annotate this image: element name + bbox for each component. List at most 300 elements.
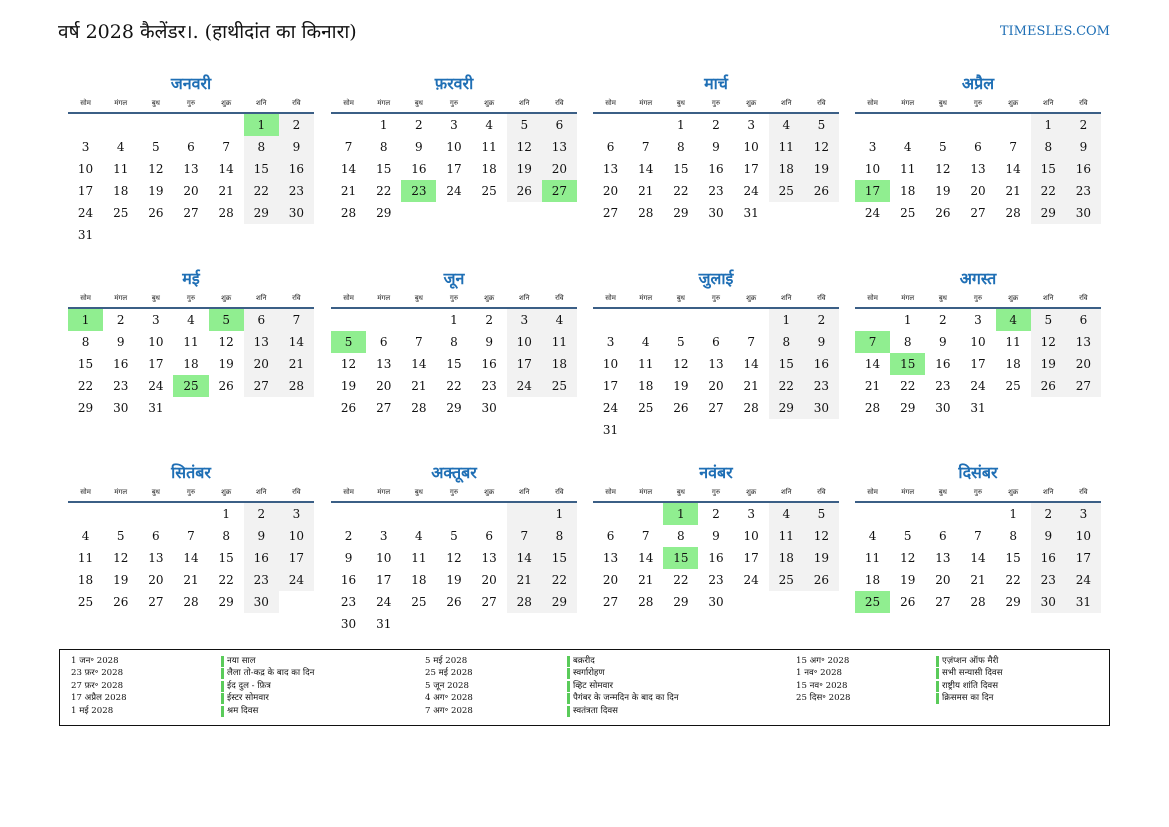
holiday-marker (221, 693, 224, 704)
month-1 (68, 73, 314, 246)
day-cell: 4 (542, 309, 577, 331)
month-name: अप्रैल (961, 74, 995, 93)
day-cell: 3 (152, 313, 160, 327)
day-cell: 15 (244, 158, 279, 180)
holiday-name: सभी सन्यासी दिवस (942, 668, 1003, 679)
holiday-date: 25 मई 2028 (425, 668, 473, 679)
empty-cell (173, 114, 208, 136)
day-cell: 20 (935, 573, 951, 587)
empty-cell (593, 114, 628, 136)
day-cell: 5 (804, 114, 839, 136)
day-cell: 21 (507, 569, 542, 591)
day-cell: 12 (804, 525, 839, 547)
day-cell: 29 (1031, 202, 1066, 224)
day-cell: 17 (507, 353, 542, 375)
empty-cell (68, 503, 103, 525)
weekday-header (331, 484, 577, 500)
day-cell: 21 (183, 573, 199, 587)
day-cell: 1 (769, 309, 804, 331)
weekday-label: मंगल (114, 294, 128, 302)
day-cell: 7 (507, 525, 542, 547)
day-cell: 8 (903, 335, 912, 349)
day-cell: 4 (641, 335, 650, 349)
day-cell: 31 (602, 423, 619, 437)
holiday-marker (221, 706, 224, 717)
empty-cell (401, 309, 436, 331)
day-cell: 3 (379, 529, 388, 543)
day-cell: 19 (804, 158, 839, 180)
empty-cell (138, 114, 173, 136)
weekday-label: शुक्र (484, 99, 495, 107)
day-cell: 17 (376, 573, 392, 587)
day-cell: 7 (187, 529, 195, 543)
day-cell: 19 (507, 158, 542, 180)
day-cell: 9 (712, 529, 720, 543)
day-cell: 24 (743, 573, 759, 587)
holiday-name: पैगंबर के जन्मदिन के बाद का दिन (573, 693, 679, 704)
empty-cell (507, 503, 542, 525)
weekday-label: गुरु (186, 294, 196, 302)
day-cell: 4 (769, 114, 804, 136)
day-cell: 23 (481, 379, 497, 393)
holiday-marker (221, 681, 224, 692)
day-grid (68, 503, 314, 613)
weekday-label: शनि (781, 488, 792, 496)
weekday-label: मंगल (639, 99, 653, 107)
weekday-label: शुक्र (1008, 294, 1019, 302)
weekday-label: शुक्र (746, 99, 757, 107)
day-cell: 9 (279, 136, 314, 158)
day-cell: 11 (183, 335, 199, 349)
holiday-marker (936, 668, 939, 679)
day-cell: 19 (1031, 353, 1066, 375)
day-cell: 8 (1009, 529, 1017, 543)
day-cell: 26 (673, 401, 689, 415)
month-name: फ़रवरी (434, 74, 474, 93)
day-cell: 10 (743, 140, 759, 154)
day-cell: 1 (379, 118, 388, 132)
holiday-name: राष्ट्रीय शांति दिवस (942, 680, 999, 691)
empty-cell (996, 114, 1031, 136)
holiday-row (71, 655, 314, 667)
weekday-label: शनि (256, 294, 267, 302)
day-cell: 29 (542, 591, 577, 613)
weekday-label: शनि (519, 99, 530, 107)
day-cell: 9 (1066, 136, 1101, 158)
day-cell: 3 (450, 118, 458, 132)
day-cell: 19 (148, 184, 164, 198)
weekday-label: गुरु (711, 294, 721, 302)
empty-cell (855, 503, 890, 525)
month-8 (855, 268, 1101, 419)
day-cell: 6 (485, 529, 493, 543)
day-cell: 24 (446, 184, 462, 198)
holiday-list (59, 649, 1110, 726)
weekday-header (855, 290, 1101, 306)
day-cell-holiday: 27 (542, 180, 577, 202)
day-cell: 23 (1031, 569, 1066, 591)
day-cell: 12 (218, 335, 234, 349)
weekday-label: सोम (605, 294, 616, 302)
holiday-row (71, 680, 314, 692)
weekday-header (68, 95, 314, 111)
weekday-label: मंगल (377, 99, 391, 107)
day-cell: 16 (804, 353, 839, 375)
holiday-date: 25 दिस॰ 2028 (796, 693, 851, 704)
empty-cell (331, 309, 366, 331)
weekday-label: मंगल (639, 488, 653, 496)
day-cell: 28 (970, 595, 986, 609)
day-cell: 15 (1031, 158, 1066, 180)
day-cell: 4 (868, 529, 877, 543)
empty-cell (173, 503, 208, 525)
weekday-label: बुध (414, 99, 423, 107)
holiday-row (425, 680, 679, 692)
day-cell-holiday: 25 (855, 591, 890, 613)
day-cell: 29 (446, 401, 462, 415)
day-cell: 20 (602, 184, 619, 198)
day-cell: 16 (411, 162, 427, 176)
day-cell: 12 (507, 136, 542, 158)
weekday-header (68, 290, 314, 306)
empty-cell (103, 503, 138, 525)
day-cell: 28 (638, 206, 654, 220)
weekday-label: शुक्र (746, 294, 757, 302)
holiday-name: ईस्टर सोमवार (227, 693, 269, 704)
day-cell: 17 (970, 357, 986, 371)
weekday-label: बुध (938, 99, 947, 107)
day-cell: 22 (769, 375, 804, 397)
month-name: जून (443, 269, 465, 288)
day-cell: 9 (804, 331, 839, 353)
day-cell: 23 (244, 569, 279, 591)
day-cell: 16 (481, 357, 497, 371)
day-cell: 23 (804, 375, 839, 397)
day-cell: 9 (344, 551, 353, 565)
day-cell: 16 (279, 158, 314, 180)
day-cell: 15 (542, 547, 577, 569)
day-cell: 10 (743, 529, 759, 543)
day-cell: 28 (218, 206, 234, 220)
holiday-row (71, 692, 314, 704)
empty-cell (628, 503, 663, 525)
day-cell: 16 (1031, 547, 1066, 569)
weekday-label: रवि (292, 294, 301, 302)
day-cell: 19 (673, 379, 689, 393)
day-cell: 27 (376, 401, 392, 415)
day-cell: 25 (542, 375, 577, 397)
day-cell: 7 (641, 140, 650, 154)
day-cell: 10 (279, 525, 314, 547)
day-cell: 10 (376, 551, 392, 565)
day-cell: 12 (900, 551, 916, 565)
day-cell: 10 (507, 331, 542, 353)
day-cell: 14 (864, 357, 881, 371)
weekday-label: गुरु (449, 294, 459, 302)
day-cell: 4 (903, 140, 912, 154)
day-cell: 24 (602, 401, 619, 415)
empty-cell (209, 114, 244, 136)
day-cell: 9 (712, 140, 720, 154)
day-cell: 19 (446, 573, 462, 587)
day-cell: 14 (218, 162, 234, 176)
empty-cell (960, 503, 995, 525)
day-cell: 2 (1066, 114, 1101, 136)
day-cell: 5 (1031, 309, 1066, 331)
day-cell-holiday: 17 (855, 180, 890, 202)
day-cell: 26 (1031, 375, 1066, 397)
day-cell: 1 (1009, 507, 1017, 521)
empty-cell (401, 503, 436, 525)
month-name: अक्तूबर (431, 463, 477, 482)
day-cell: 16 (708, 551, 724, 565)
holiday-date: 4 अग॰ 2028 (425, 693, 473, 704)
day-cell: 21 (970, 573, 986, 587)
day-cell: 22 (77, 379, 94, 393)
day-cell: 22 (446, 379, 462, 393)
day-cell: 12 (340, 357, 357, 371)
day-cell: 7 (641, 529, 650, 543)
holiday-row (71, 667, 314, 679)
day-cell: 21 (864, 379, 881, 393)
day-cell: 16 (244, 547, 279, 569)
holiday-marker (936, 693, 939, 704)
day-cell: 7 (222, 140, 230, 154)
holiday-date: 27 फ़र॰ 2028 (71, 680, 124, 691)
day-cell: 17 (148, 357, 164, 371)
day-cell: 18 (769, 547, 804, 569)
day-cell: 21 (638, 573, 654, 587)
day-cell: 2 (939, 313, 947, 327)
day-cell: 6 (606, 529, 615, 543)
weekday-label: बुध (414, 488, 423, 496)
day-cell: 4 (769, 503, 804, 525)
day-cell: 6 (187, 140, 195, 154)
holiday-marker (936, 656, 939, 667)
day-cell: 20 (481, 573, 497, 587)
day-cell: 17 (743, 551, 759, 565)
day-cell: 23 (279, 180, 314, 202)
holiday-marker (567, 693, 570, 704)
day-cell: 7 (747, 335, 755, 349)
day-cell: 12 (804, 136, 839, 158)
day-grid (331, 503, 577, 635)
holiday-name: स्वतंत्रता दिवस (573, 705, 618, 716)
day-cell: 2 (804, 309, 839, 331)
day-cell: 30 (1031, 591, 1066, 613)
day-cell: 25 (769, 569, 804, 591)
weekday-label: बुध (676, 294, 685, 302)
holiday-row (425, 655, 679, 667)
day-cell: 7 (974, 529, 982, 543)
month-10 (331, 462, 577, 635)
weekday-label: रवि (1079, 99, 1088, 107)
day-cell: 28 (507, 591, 542, 613)
day-cell: 27 (183, 206, 199, 220)
day-cell: 18 (1005, 357, 1021, 371)
day-cell: 2 (116, 313, 125, 327)
day-cell: 9 (485, 335, 493, 349)
weekday-label: मंगल (901, 99, 915, 107)
day-grid (593, 503, 839, 613)
day-cell: 1 (450, 313, 458, 327)
day-cell: 9 (939, 335, 947, 349)
empty-cell (698, 309, 733, 331)
day-cell: 2 (279, 114, 314, 136)
weekday-label: शनि (781, 294, 792, 302)
empty-cell (855, 114, 890, 136)
day-cell: 24 (507, 375, 542, 397)
empty-cell (68, 114, 103, 136)
weekday-header (331, 95, 577, 111)
weekday-label: मंगल (901, 294, 915, 302)
day-cell: 29 (900, 401, 916, 415)
weekday-label: शुक्र (484, 294, 495, 302)
day-cell: 15 (1005, 551, 1021, 565)
day-cell: 19 (113, 573, 129, 587)
day-cell: 13 (183, 162, 199, 176)
month-5 (68, 268, 314, 419)
day-cell: 11 (900, 162, 916, 176)
page-title: वर्ष 2028 कैलेंडर।. (हाथीदांत का किनारा) (58, 21, 357, 43)
day-cell: 24 (864, 206, 881, 220)
weekday-label: शनि (256, 99, 267, 107)
day-cell: 22 (673, 184, 689, 198)
holiday-name: बक़रीद (573, 656, 595, 666)
holiday-marker (221, 668, 224, 679)
day-cell: 30 (340, 617, 357, 631)
empty-cell (366, 309, 401, 331)
day-cell: 18 (900, 184, 916, 198)
month-12 (855, 462, 1101, 613)
day-cell-holiday: 5 (209, 309, 244, 331)
day-cell: 19 (340, 379, 357, 393)
empty-cell (472, 503, 507, 525)
day-cell: 26 (935, 206, 951, 220)
day-cell: 31 (970, 401, 986, 415)
day-cell: 11 (411, 551, 427, 565)
weekday-label: गुरु (973, 488, 983, 496)
weekday-label: गुरु (973, 99, 983, 107)
day-cell: 28 (1005, 206, 1021, 220)
empty-cell (331, 503, 366, 525)
empty-cell (138, 503, 173, 525)
weekday-label: शनि (781, 99, 792, 107)
day-cell: 13 (542, 136, 577, 158)
day-cell: 15 (77, 357, 94, 371)
day-cell: 22 (1031, 180, 1066, 202)
day-grid (593, 114, 839, 224)
weekday-label: गुरु (186, 99, 196, 107)
day-cell: 2 (415, 118, 423, 132)
day-cell: 17 (279, 547, 314, 569)
weekday-label: गुरु (973, 294, 983, 302)
day-cell: 5 (507, 114, 542, 136)
weekday-label: सोम (80, 99, 91, 107)
day-cell: 30 (481, 401, 497, 415)
day-cell: 23 (935, 379, 951, 393)
weekday-label: रवि (1079, 294, 1088, 302)
weekday-label: शनि (519, 488, 530, 496)
weekday-header (593, 290, 839, 306)
holiday-name: क्रिसमस का दिन (942, 693, 994, 704)
day-cell: 4 (485, 118, 493, 132)
day-cell: 22 (900, 379, 916, 393)
month-4 (855, 73, 1101, 224)
day-cell: 18 (769, 158, 804, 180)
day-cell: 27 (148, 595, 164, 609)
day-cell: 10 (602, 357, 619, 371)
day-cell: 2 (485, 313, 493, 327)
day-cell: 4 (116, 140, 125, 154)
day-cell: 3 (747, 507, 755, 521)
day-cell: 27 (602, 206, 619, 220)
day-cell: 28 (864, 401, 881, 415)
weekday-label: शुक्र (484, 488, 495, 496)
day-grid (331, 114, 577, 224)
day-cell-holiday: 15 (890, 353, 925, 375)
day-cell: 25 (411, 595, 427, 609)
weekday-label: बुध (414, 294, 423, 302)
day-cell: 22 (376, 184, 392, 198)
day-cell: 24 (970, 379, 986, 393)
day-cell: 8 (1031, 136, 1066, 158)
day-cell: 18 (864, 573, 881, 587)
day-cell: 30 (708, 595, 724, 609)
site-link[interactable]: TIMESLES.COM (999, 24, 1110, 39)
day-cell: 7 (344, 140, 353, 154)
weekday-label: सोम (867, 488, 878, 496)
weekday-label: शुक्र (1008, 488, 1019, 496)
empty-cell (663, 309, 698, 331)
day-cell: 8 (450, 335, 458, 349)
month-3 (593, 73, 839, 224)
day-cell: 30 (279, 202, 314, 224)
day-cell: 18 (481, 162, 497, 176)
day-cell: 9 (244, 525, 279, 547)
day-cell: 17 (446, 162, 462, 176)
day-cell: 7 (415, 335, 423, 349)
day-cell: 2 (244, 503, 279, 525)
holiday-date: 15 अग॰ 2028 (796, 656, 850, 666)
day-cell: 10 (864, 162, 881, 176)
weekday-label: बुध (938, 294, 947, 302)
day-cell: 5 (116, 529, 125, 543)
day-cell: 13 (244, 331, 279, 353)
weekday-label: मंगल (639, 294, 653, 302)
empty-cell (855, 309, 890, 331)
day-cell: 12 (935, 162, 951, 176)
day-cell: 14 (507, 547, 542, 569)
day-cell: 11 (864, 551, 881, 565)
weekday-label: बुध (938, 488, 947, 496)
day-cell: 16 (708, 162, 724, 176)
day-cell: 22 (218, 573, 234, 587)
day-cell: 25 (113, 206, 129, 220)
day-cell: 20 (244, 353, 279, 375)
day-cell: 21 (743, 379, 759, 393)
day-cell: 26 (218, 379, 234, 393)
day-cell: 8 (222, 529, 230, 543)
day-cell: 1 (1031, 114, 1066, 136)
day-cell: 5 (804, 503, 839, 525)
weekday-label: रवि (817, 294, 826, 302)
day-cell: 25 (900, 206, 916, 220)
day-cell: 3 (974, 313, 982, 327)
day-cell: 15 (673, 162, 689, 176)
day-cell: 28 (340, 206, 357, 220)
day-cell: 2 (712, 507, 720, 521)
